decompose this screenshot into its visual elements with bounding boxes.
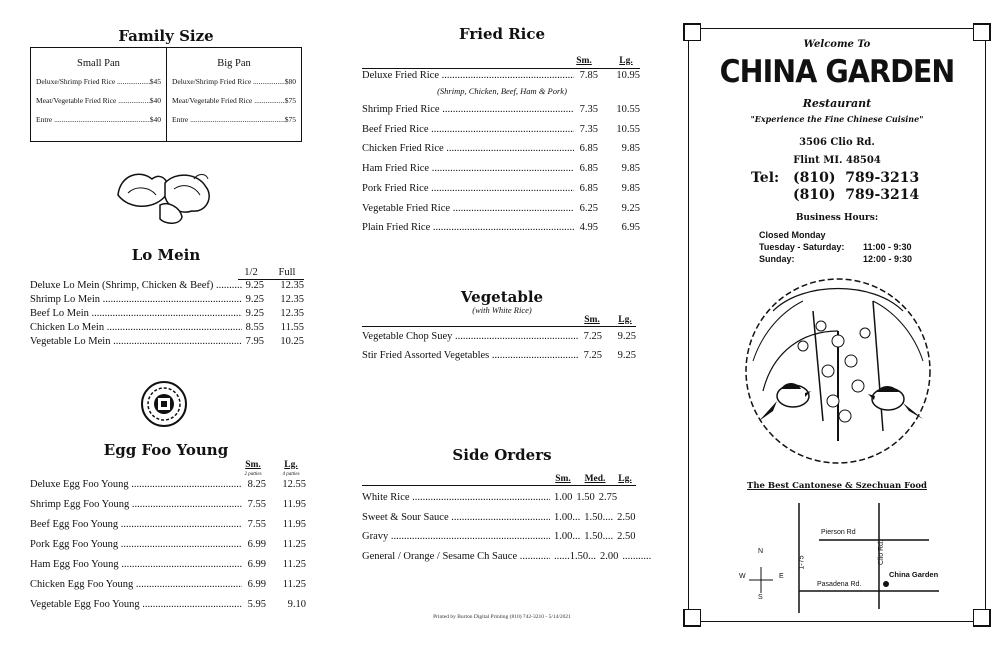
item-price: 8.25 <box>247 479 266 490</box>
menu-item-row <box>362 350 636 361</box>
item-price: 9.10 <box>287 599 306 610</box>
hours-row: Sunday: 12:00 - 9:30 <box>759 254 913 264</box>
phone-number-2[interactable]: (810) 789-3214 <box>793 187 920 203</box>
item-price: 7.25 <box>583 350 602 361</box>
list-item: Deluxe/Shrimp Fried Rice ..... $45 <box>36 77 161 86</box>
fried-rice-note: (Shrimp, Chicken, Beef, Ham & Pork) <box>437 86 567 96</box>
veg-header-rule <box>362 326 636 327</box>
item-name: Pork Egg Foo Young ..... <box>30 539 242 550</box>
item-price: 6.85 <box>579 163 598 175</box>
item-price: 2.50 <box>617 531 636 542</box>
side-sm-header: Sm. <box>555 474 571 484</box>
menu-item-row <box>30 519 306 530</box>
item-name: Deluxe Egg Foo Young ..... <box>30 479 242 490</box>
item-price: 7.35 <box>579 123 598 135</box>
menu-item-row <box>362 531 636 542</box>
fr-lg-header: Lg. <box>619 56 633 66</box>
menu-item-row <box>30 559 306 570</box>
item-name: Deluxe Fried Rice ..... <box>362 70 574 81</box>
item-price: 11.25 <box>282 579 306 590</box>
menu-item-row <box>362 492 617 503</box>
item-price: 2.50 <box>617 511 636 523</box>
item-price: 6.85 <box>579 182 598 194</box>
menu-item-row <box>30 308 304 319</box>
item-price: 11.25 <box>282 539 306 550</box>
item-price: 7.85 <box>579 70 598 81</box>
efy-lg-header: Lg. <box>284 460 298 470</box>
side-med-header: Med. <box>584 474 606 484</box>
item-price: 4.95 <box>579 222 598 234</box>
item-price: 9.25 <box>245 294 264 305</box>
item-price: 2.75 <box>598 492 618 503</box>
business-hours-title: Business Hours: <box>795 213 879 223</box>
item-price: 10.25 <box>280 336 304 347</box>
item-price: 12.35 <box>280 280 304 291</box>
item-price: 8.55 <box>245 322 264 333</box>
side-orders-title: Side Orders <box>452 446 552 464</box>
item-name: Beef Egg Foo Young ..... <box>30 519 242 530</box>
map-label-pasadena: Pasadena Rd. <box>817 581 862 588</box>
item-name: Stir Fried Assorted Vegetables ..... <box>362 350 578 361</box>
item-name: Shrimp Lo Mein ..... <box>30 294 242 305</box>
lo-mein-half-header: 1/2 <box>244 267 258 278</box>
list-item: Meat/Vegetable Fried Rice ..... $40 <box>36 96 161 105</box>
fr-sm-header: Sm. <box>576 56 592 66</box>
restaurant-info-panel <box>688 28 986 622</box>
item-price: 11.25 <box>282 559 306 570</box>
item-price: 1.50.... <box>584 531 614 542</box>
chinese-medallion-icon <box>140 380 188 428</box>
side-header-rule <box>362 485 636 486</box>
item-price: 9.25 <box>245 280 264 291</box>
item-name: Vegetable Egg Foo Young ..... <box>30 599 242 610</box>
item-name: Ham Fried Rice ..... <box>362 163 574 174</box>
item-price: 9.25 <box>617 331 636 342</box>
list-item: Deluxe/Shrimp Fried Rice ..... $80 <box>172 77 296 86</box>
item-name: Beef Fried Rice ..... <box>362 124 574 135</box>
fr-header-rule <box>362 68 640 69</box>
tel-label: Tel: <box>751 170 780 186</box>
vegetable-note: (with White Rice) <box>472 305 532 315</box>
fried-rice-title: Fried Rice <box>458 25 546 43</box>
item-price: 7.25 <box>583 331 602 342</box>
item-price: 9.25 <box>617 350 636 361</box>
item-price: 6.85 <box>579 143 598 155</box>
item-price: 5.95 <box>247 599 266 610</box>
menu-item-row <box>30 479 306 490</box>
veg-sm-header: Sm. <box>584 315 600 325</box>
hours-row: Tuesday - Saturday: 11:00 - 9:30 <box>759 242 912 252</box>
menu-item-row <box>362 104 640 115</box>
menu-item-row <box>362 331 636 342</box>
menu-item-row <box>30 539 306 550</box>
compass-w: W <box>739 573 746 580</box>
menu-item-row <box>30 336 304 347</box>
item-price: 6.99 <box>247 579 266 590</box>
item-price: 9.85 <box>621 163 640 175</box>
list-item: Entre ..... $40 <box>36 115 161 124</box>
item-price: 1.50.... <box>584 511 614 523</box>
side-lg-header: Lg. <box>618 474 632 484</box>
big-pan-column <box>166 48 301 141</box>
location-map <box>729 495 979 615</box>
list-item: Entre ..... $75 <box>172 115 296 124</box>
item-name: Chicken Fried Rice ..... <box>362 143 574 154</box>
menu-item-row <box>30 280 304 291</box>
item-price: 11.95 <box>282 499 306 510</box>
item-name: Chicken Lo Mein ..... <box>30 322 242 333</box>
restaurant-type: Restaurant <box>802 97 872 110</box>
family-size-title: Family Size <box>118 27 214 45</box>
menu-item-row <box>30 294 304 305</box>
menu-item-row <box>30 499 306 510</box>
item-name: Ham Egg Foo Young ..... <box>30 559 242 570</box>
lo-mein-title: Lo Mein <box>131 246 201 264</box>
item-price: 10.55 <box>616 104 640 115</box>
menu-item-row <box>362 551 651 562</box>
map-label-clio: Clio Rd. <box>877 540 885 565</box>
item-price: 6.99 <box>247 559 266 570</box>
item-name: Plain Fried Rice ..... <box>362 222 574 233</box>
item-price: 9.25 <box>621 202 640 214</box>
tagline: "Experience the Fine Chinese Cuisine" <box>750 114 924 124</box>
item-price: 6.25 <box>579 202 598 214</box>
address-street: 3506 Clio Rd. <box>799 137 875 148</box>
item-price: 10.95 <box>616 70 640 81</box>
phone-number-1[interactable]: (810) 789-3213 <box>793 170 920 186</box>
item-price: ........... <box>622 550 652 562</box>
list-item: Meat/Vegetable Fried Rice ..... $75 <box>172 96 296 105</box>
menu-item-row <box>362 70 640 81</box>
menu-item-row <box>362 222 640 233</box>
compass-n: N <box>758 548 764 555</box>
item-price: 1.50 <box>576 492 595 503</box>
item-name: Vegetable Chop Suey ..... <box>362 331 578 342</box>
lo-mein-full-header: Full <box>278 267 296 278</box>
map-label-pierson: Pierson Rd <box>821 529 856 536</box>
item-name: Deluxe Lo Mein (Shrimp, Chicken & Beef) ..... <box>30 280 242 291</box>
business-hours <box>759 230 912 266</box>
restaurant-name: CHINA GARDEN <box>719 54 955 90</box>
item-price: 1.00 <box>554 492 573 503</box>
efy-sm-header: Sm. <box>245 460 261 470</box>
item-price: 9.25 <box>245 308 264 319</box>
small-pan-header: Small Pan <box>77 58 120 69</box>
item-price: 7.55 <box>247 519 266 530</box>
menu-item-row <box>30 322 304 333</box>
item-price: 6.99 <box>247 539 266 550</box>
item-price: 10.55 <box>616 123 640 135</box>
item-name: Shrimp Egg Foo Young ..... <box>30 499 242 510</box>
item-price: 7.95 <box>245 336 264 347</box>
hours-row: Closed Monday <box>759 230 826 240</box>
item-name: Shrimp Fried Rice ..... <box>362 104 574 115</box>
item-price: 12.55 <box>282 479 306 490</box>
efy-sm-subheader: 2 patties <box>244 472 262 477</box>
item-price: 11.55 <box>280 322 304 333</box>
item-name: Pork Fried Rice ..... <box>362 183 574 194</box>
item-price: 11.95 <box>282 519 306 530</box>
menu-item-row <box>362 163 640 174</box>
welcome-text: Welcome To <box>803 39 871 50</box>
family-size-box <box>30 47 302 142</box>
item-price: 6.95 <box>621 222 640 234</box>
big-pan-header: Big Pan <box>217 58 251 69</box>
efy-lg-subheader: 4 patties <box>282 472 300 477</box>
menu-item-row <box>30 579 306 590</box>
compass-e: E <box>779 573 784 580</box>
veg-lg-header: Lg. <box>618 315 632 325</box>
item-price: ......1.50... <box>554 550 596 562</box>
item-price: 12.35 <box>280 308 304 319</box>
compass-s: S <box>758 594 763 601</box>
item-name: Beef Lo Mein ..... <box>30 308 242 319</box>
item-name: Chicken Egg Foo Young ..... <box>30 579 242 590</box>
item-price: 9.85 <box>621 143 640 155</box>
birds-blossom-illustration <box>733 271 943 471</box>
vegetable-title: Vegetable <box>460 288 544 306</box>
item-price: 1.00... <box>554 511 581 523</box>
egg-foo-young-title: Egg Foo Young <box>103 441 229 459</box>
item-price: 7.35 <box>579 104 598 115</box>
item-name: Sweet & Sour Sauce ..... <box>362 512 550 523</box>
small-pan-column <box>31 48 166 141</box>
menu-item-row <box>362 203 640 214</box>
best-food-banner: The Best Cantonese & Szechuan Food <box>747 481 927 491</box>
fortune-cookie-icon <box>110 165 220 227</box>
item-name: Vegetable Fried Rice ..... <box>362 203 574 214</box>
printer-credit: Printed by Burton Digital Printing (810) 742-3210 - 5/14/2021 <box>433 614 571 620</box>
address-city: Flint MI. 48504 <box>793 155 881 166</box>
item-name: General / Orange / Sesame Ch Sauce ..... <box>362 551 550 562</box>
item-price: 9.85 <box>621 182 640 194</box>
item-price: 7.55 <box>247 499 266 510</box>
map-label-china-garden: China Garden <box>889 570 939 579</box>
menu-item-row <box>362 512 636 523</box>
item-name: Gravy ..... <box>362 531 550 542</box>
item-name: Vegetable Lo Mein ..... <box>30 336 242 347</box>
menu-item-row <box>362 183 640 194</box>
item-price: 2.00 <box>600 550 619 562</box>
item-price: 12.35 <box>280 294 304 305</box>
menu-item-row <box>362 143 640 154</box>
item-name: White Rice ..... <box>362 492 550 503</box>
menu-item-row <box>30 599 306 610</box>
item-price: 1.00... <box>554 531 581 542</box>
map-label-i75: 1-75 <box>798 555 806 570</box>
menu-item-row <box>362 124 640 135</box>
